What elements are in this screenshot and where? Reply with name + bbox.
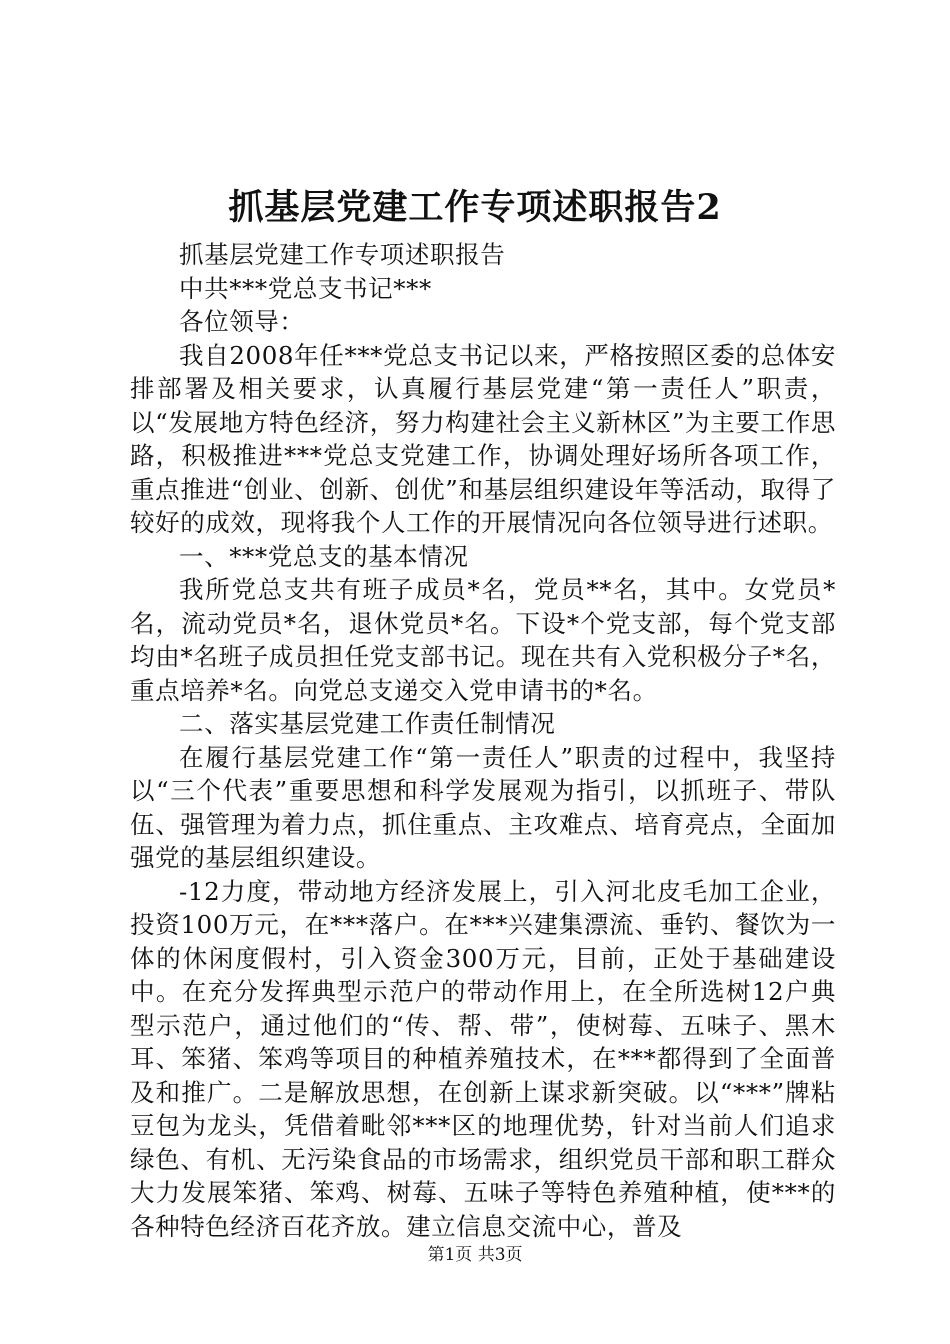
salutation: 各位领导： (179, 307, 305, 336)
section-heading-1: 一、***党总支的基本情况 (179, 541, 469, 571)
section-2-continuation: -12力度，带动地方经济发展上，引入河北皮毛加工企业，投资100万元，在***落户。在***兴建集漂流、垂钓、餐饮为一体的休闲度假村，引入资金300万元，目前，正处于基础建设中。在充分发挥典型示范户的带动作用上，在全所选树12户典型示范户，通过他们的“传、帮、带”，使树莓、五味子、黑木耳、笨猪、笨鸡等项目的种植养殖技术，在***都得到了全面普及和推广。二是解放思想，在创新上谋求新突破。以“***”牌粘豆包为龙头，凭借着毗邻***区的地理优势，针对当前人们追求绿色、有机、无污染食品的市场需求，组织党员干部和职工群众大力发展笨猪、笨鸡、树莓、五味子等特色养殖种植，使***的各种特色经济百花齐放。建立信息交流中心，普及 (130, 876, 836, 1241)
page-footer: 第1页 共3页 (427, 1245, 523, 1265)
section-2-paragraph: 在履行基层党建工作“第一责任人”职责的过程中，我坚持以“三个代表”重要思想和科学发展观为指引，以抓班子、带队伍、强管理为着力点，抓住重点、主攻难点、培育亮点，全面加强党的基层组织建设。 (130, 742, 836, 872)
author-line: 中共***党总支书记*** (179, 273, 432, 303)
report-subtitle: 抓基层党建工作专项述职报告 (179, 240, 506, 269)
document-body (130, 238, 836, 1243)
section-1-paragraph: 我所党总支共有班子成员*名，党员**名，其中。女党员*名，流动党员*名，退休党员*名。下设*个党支部，每个党支部均由*名班子成员担任党支部书记。现在共有入党积极分子*名，重点培养*名。向党总支递交入党申请书的*名。 (130, 575, 836, 705)
document-title: 抓基层党建工作专项述职报告2 (228, 187, 722, 228)
intro-paragraph: 我自2008年任***党总支书记以来，严格按照区委的总体安排部署及相关要求，认真履行基层党建“第一责任人”职责，以“发展地方特色经济，努力构建社会主义新林区”为主要工作思路，积极推进***党总支党建工作，协调处理好场所各项工作，重点推进“创业、创新、创优”和基层组织建设年等活动，取得了较好的成效，现将我个人工作的开展情况向各位领导进行述职。 (130, 340, 836, 537)
section-heading-2: 二、落实基层党建工作责任制情况 (179, 709, 556, 738)
